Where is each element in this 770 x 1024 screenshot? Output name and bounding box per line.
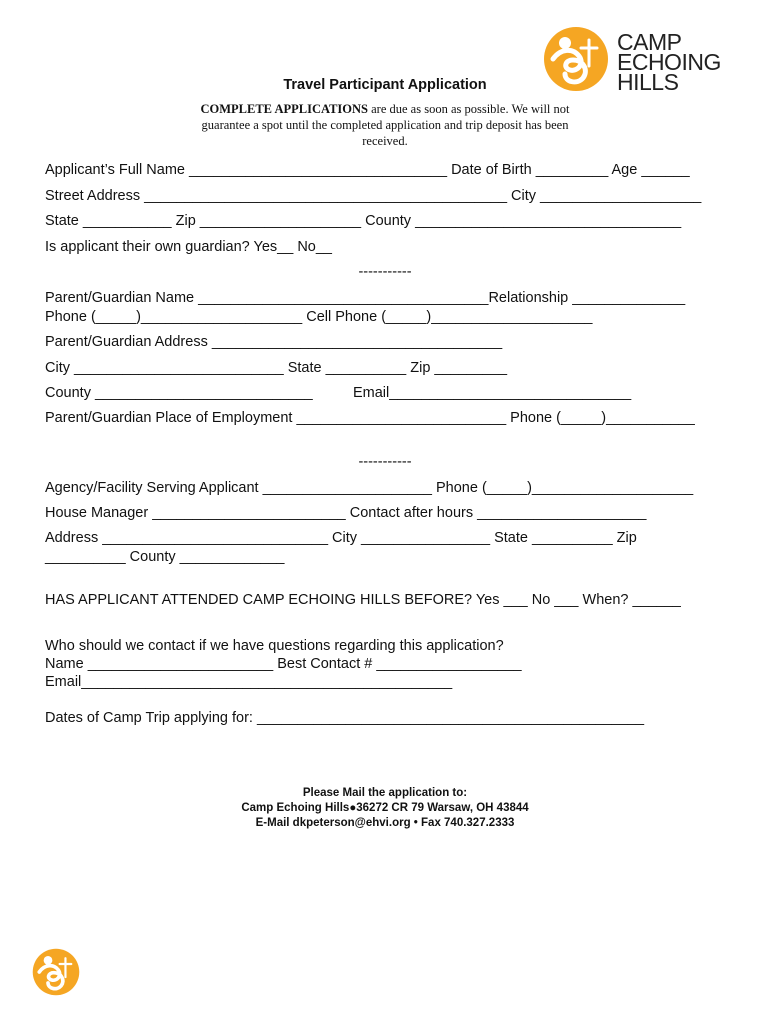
mailing-line-2: Camp Echoing Hills●36272 CR 79 Warsaw, OH 43844 <box>241 802 529 814</box>
mailing-line-3: E-Mail dkpeterson@ehvi.org • Fax 740.327.2333 <box>255 817 515 829</box>
agency-name-row[interactable]: Agency/Facility Serving Applicant _____________________ Phone (_____)____________________ <box>45 480 694 496</box>
logo-line-3: HILLS <box>617 69 679 95</box>
logo-line-1: CAMP <box>617 29 682 55</box>
guardian-address-row[interactable]: Parent/Guardian Address ____________________________________ <box>45 334 503 350</box>
agency-address-row[interactable]: Address ____________________________ City ________________ State __________ Zip <box>45 530 637 546</box>
guardian-question-row[interactable]: Is applicant their own guardian? Yes__ No__ <box>45 239 332 255</box>
logo-line-2: ECHOING <box>617 49 721 75</box>
dates-row[interactable]: Dates of Camp Trip applying for: ________________________________________________ <box>45 710 645 726</box>
applicant-address-row[interactable]: Street Address _____________________________________________ City ____________________ <box>45 188 702 204</box>
mailing-info <box>0 786 770 831</box>
intro-text <box>0 101 770 149</box>
intro-line-2: guarantee a spot until the completed application and trip deposit has been <box>201 118 569 132</box>
guardian-phone-row[interactable]: Phone (_____)____________________ Cell Phone (_____)____________________ <box>45 309 593 325</box>
agency-county-row[interactable]: __________ County _____________ <box>45 549 285 565</box>
intro-bold: COMPLETE APPLICATIONS <box>200 102 368 116</box>
contact-name-row[interactable]: Name _______________________ Best Contact # __________________ <box>45 656 522 672</box>
separator-1: ----------- <box>358 264 412 280</box>
contact-email-row[interactable]: Email______________________________________________ <box>45 674 453 690</box>
applicant-name-row[interactable]: Applicant’s Full Name ________________________________ Date of Birth _________ Age ______ <box>45 162 690 178</box>
guardian-employment-row[interactable]: Parent/Guardian Place of Employment __________________________ Phone (_____)___________ <box>45 410 695 426</box>
intro-line-1: are due as soon as possible. We will not <box>367 102 570 116</box>
attended-before-row[interactable]: HAS APPLICANT ATTENDED CAMP ECHOING HILLS BEFORE? Yes ___ No ___ When? ______ <box>45 592 681 608</box>
guardian-city-row[interactable]: City __________________________ State __________ Zip _________ <box>45 360 508 376</box>
applicant-state-row[interactable]: State ___________ Zip ____________________ County _________________________________ <box>45 213 682 229</box>
page-title: Travel Participant Application <box>283 77 487 93</box>
footer-logo <box>32 948 80 996</box>
guardian-county-row[interactable]: County ___________________________ Email______________________________ <box>45 385 632 401</box>
contact-question: Who should we contact if we have questions regarding this application? <box>45 638 504 654</box>
camp-echoing-hills-small-logo-icon <box>32 948 80 996</box>
mailing-line-1: Please Mail the application to: <box>302 787 468 799</box>
separator-2: ----------- <box>358 454 412 470</box>
guardian-name-row[interactable]: Parent/Guardian Name ____________________________________Relationship ______________ <box>45 290 686 306</box>
agency-manager-row[interactable]: House Manager ________________________ Contact after hours _____________________ <box>45 505 647 521</box>
intro-line-3: received. <box>362 134 408 148</box>
